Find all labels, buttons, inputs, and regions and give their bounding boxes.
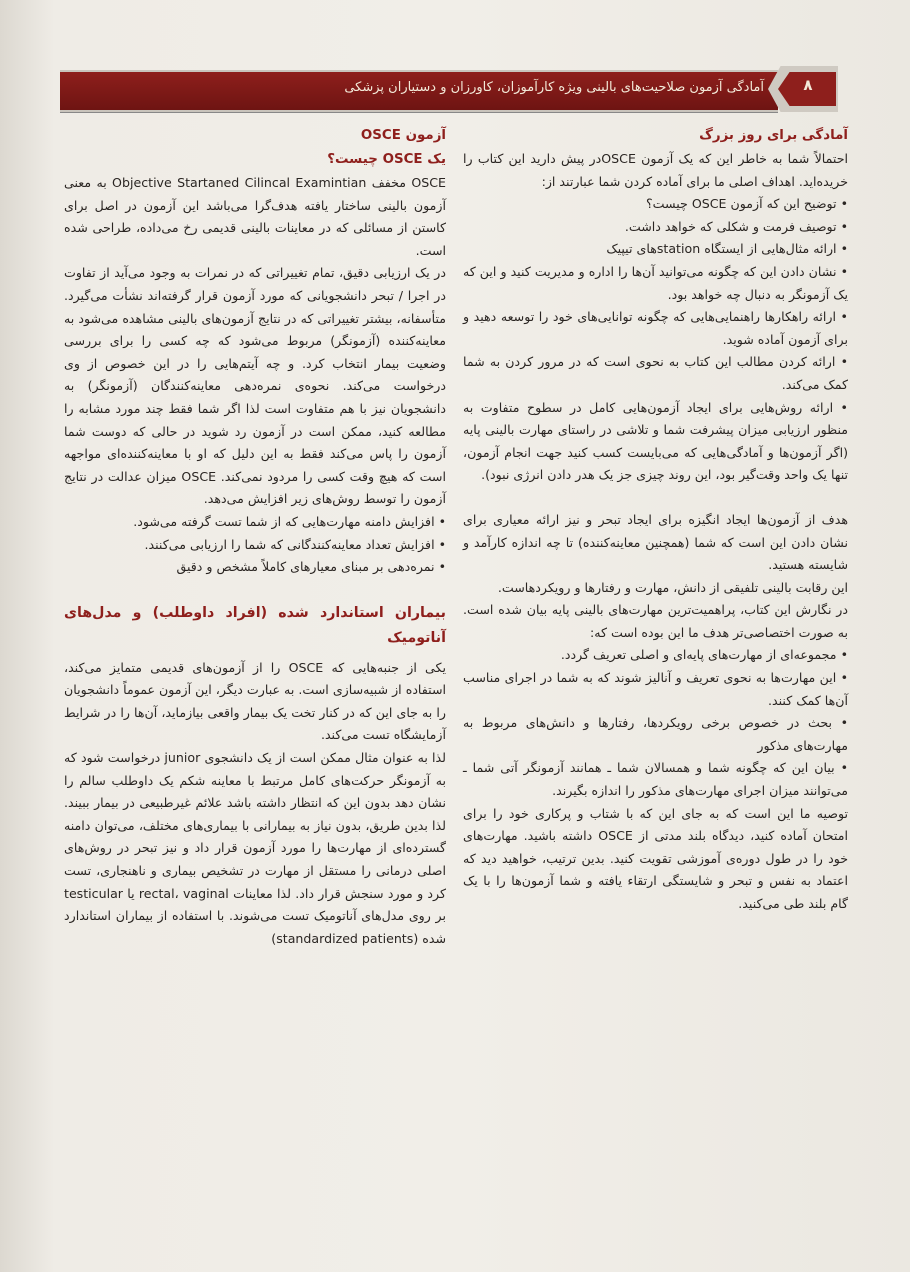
writing-paragraph: در نگارش این کتاب، پراهمیت‌ترین مهارت‌های بالینی پایه بیان شده است. به صورت اختصاصی‌تر هدف ما این بوده است که: bbox=[463, 602, 848, 640]
aim-item: • این مهارت‌ها به نحوی تعریف و آنالیز شوند که به شما در اجرای مناسب آن‌ها کمک کنند. bbox=[463, 667, 848, 712]
method-item: • نمره‌دهی بر مبنای معیارهای کاملاً مشخص و دقیق bbox=[64, 556, 446, 579]
method-item: • افزایش تعداد معاینه‌کنندگانی که شما را ارزیابی می‌کنند. bbox=[64, 534, 446, 557]
aim-item: • بیان این که چگونه شما و همسالان شما ـ همانند آزمونگر آتی شما ـ می‌توانند میزان اجرای مهارت‌های مذکور را اندازه بگیرند. bbox=[463, 757, 848, 802]
goal-item: • توصیف فرمت و شکلی که خواهد داشت. bbox=[463, 216, 848, 239]
aim-item: • مجموعه‌ای از مهارت‌های پایه‌ای و اصلی تعریف گردد. bbox=[463, 644, 848, 667]
evaluation-paragraph: در یک ارزیابی دقیق، تمام تغییراتی که در نمرات به وجود می‌آید از تفاوت در اجرا / تبحر دانشجویانی که مورد آزمون قرار گرفته‌اند نشأت می‌گیرد. متأسفانه، بیشتر تغییراتی که در نتایج آزمون‌های بالینی مشاهده می‌شود به معاینه‌کننده (آزمونگر) مربوط می‌شود که چه کسی را برای بررسی وضعیت بیمار انتخاب کرد. و چه آیتم‌هایی را در این خصوص از وی درخواست می‌کند. نحوه‌ی نمره‌دهی معاینه‌کنندگان (آزمونگر) به دانشجویان نیز با هم متفاوت است لذا اگر شما فقط چند مورد مشابه را مطالعه کنید، ممکن است در آزمون رد شوید در حالی که دوست شما آزمون را پاس می‌کند فقط به این دلیل که او با معاینه‌کننده‌ای مواجهه است که هیچ وقت کسی را مردود نمی‌کند. OSCE میزان عدالت در نتایج آزمون را توسط روش‌های زیر افزایش می‌دهد. bbox=[64, 265, 446, 507]
section-heading-standardized-patients: بیماران استاندارد شده (افراد داوطلب) و مدل‌های آناتومیک bbox=[64, 604, 446, 646]
aim-item: • بحث در خصوص برخی رویکردها، رفتارها و دانش‌های مربوط به مهارت‌های مذکور bbox=[463, 712, 848, 757]
goal-item: • ارائه روش‌هایی برای ایجاد آزمون‌هایی کامل در سطوح متفاوت به منظور ارزیابی میزان پیشرفت شما و تلاشی در راستای مهارت بالینی پایه (اگر آزمون‌ها و آمادگی‌هایی که می‌بایست کسب کنید جهت انجام آزمون، تنها یک واحد وقت‌گیر بود، این روند چیزی جز یک هدر دادن انرژی نبود). bbox=[463, 397, 848, 487]
goals-list bbox=[463, 193, 848, 487]
section-heading-big-day: آمادگی برای روز بزرگ bbox=[699, 128, 848, 143]
section-heading-osce: آزمون OSCE bbox=[360, 128, 446, 143]
goal-paragraph: هدف از آزمون‌ها ایجاد انگیزه برای ایجاد تبحر و نیز ارائه معیاری برای نشان دادن این است که شما (همچنین معاینه‌کننده) تا چه اندازه کارآمد و شایسته هستید. bbox=[463, 511, 848, 573]
left-column bbox=[64, 124, 446, 950]
rivalry-paragraph: این رقابت بالینی تلفیقی از دانش، مهارت و رفتارها و رویکردهاست. bbox=[497, 579, 848, 595]
running-header bbox=[60, 70, 778, 112]
aims-list bbox=[463, 644, 848, 802]
running-header-title: آمادگی آزمون صلاحیت‌های بالینی ویژه کارآموزان، کاورزان و دستیاران پزشکی bbox=[344, 80, 764, 95]
closing-paragraph: توصیه ما این است که به جای این که با شتاب و پرکاری خود را برای امتحان آماده کنید، دیدگاه بلند مدتی از OSCE داشته باشید. مهارت‌های خود را در طول دوره‌ی آموزشی تقویت کنید. بدین ترتیب، خواهید دید که اعتماد به نفس و تبحر و شایستگی ارتقاء یافته و شما آزمون‌ها را با یک گام بلند طی می‌کنید. bbox=[463, 805, 848, 911]
goal-item: • نشان دادن این که چگونه می‌توانید آن‌ها را اداره و مدیریت کنید و این که یک آزمونگر به دنبال چه خواهد بود. bbox=[463, 261, 848, 306]
methods-list bbox=[64, 511, 446, 579]
intro-paragraph: احتمالاً شما به خاطر این که یک آزمون OSCEدر پیش دارید این کتاب را خریده‌اید. اهداف اصلی ما برای آماده کردن شما عبارتند از: bbox=[463, 151, 848, 189]
goal-item: • ارائه مثال‌هایی از ایستگاه stationهای تیپیک bbox=[463, 238, 848, 261]
subheading-what-is-osce: یک OSCE چیست؟ bbox=[327, 152, 446, 167]
method-item: • افزایش دامنه مهارت‌هایی که از شما تست گرفته می‌شود. bbox=[64, 511, 446, 534]
goal-item: • ارائه کردن مطالب این کتاب به نحوی است که در مرور کردن به شما کمک می‌کند. bbox=[463, 351, 848, 396]
goal-item: • توضیح این که آزمون OSCE چیست؟ bbox=[463, 193, 848, 216]
definition-paragraph: OSCE مخفف Objective Startaned Cilincal Examintian به معنی آزمون بالینی ساختار یافته هدف‌گرا می‌باشد این آزمون در اصل برای کاستن از مسائلی که در معاینات بالینی قدیمی رخ می‌داده، طراحی شده است. bbox=[64, 175, 447, 258]
simulation-paragraph: یکی از جنبه‌هایی که OSCE را از آزمون‌های قدیمی متمایز می‌کند، استفاده از شبیه‌سازی است. به عبارت دیگر، این آزمون عموماً دانشجویان را به جای این که در کنار تخت یک بیمار واقعی بیازماید، آن‌ها را در شرایط آزمایشگاه تست می‌کند. bbox=[64, 659, 447, 743]
goal-item: • ارائه راهکارها راهنمایی‌هایی که چگونه توانایی‌های خود را توسعه دهید و برای آزمون آماده شوید. bbox=[463, 306, 848, 351]
right-column bbox=[463, 124, 848, 916]
page-number: ۸ bbox=[803, 76, 813, 94]
example-paragraph: لذا به عنوان مثال ممکن است از یک دانشجوی junior درخواست شود که به آزمونگر حرکت‌های کامل مرتبط با معاینه شکم یک داوطلب سالم را نشان دهد بدون این که انتظار داشته باشد علائم غیرطبیعی در بیمار ببیند. لذا بدین طریق، بدون نیاز به بیمارانی با بیماری‌های مختلف، می‌توان دامنه گسترده‌ای از مهارت‌ها را مورد آزمون قرار داد و نیز تبحر در روش‌های اصلی درمانی را مستقل از مهارت در تشخیص بیماری و ناهنجاری، تست کرد و مورد سنجش قرار داد. لذا معاینات rectal، vaginal یا testicular بر روی مدل‌های آناتومیک تست می‌شوند. با استفاده از بیماران استاندارد شده (standardized patients) bbox=[64, 750, 446, 946]
